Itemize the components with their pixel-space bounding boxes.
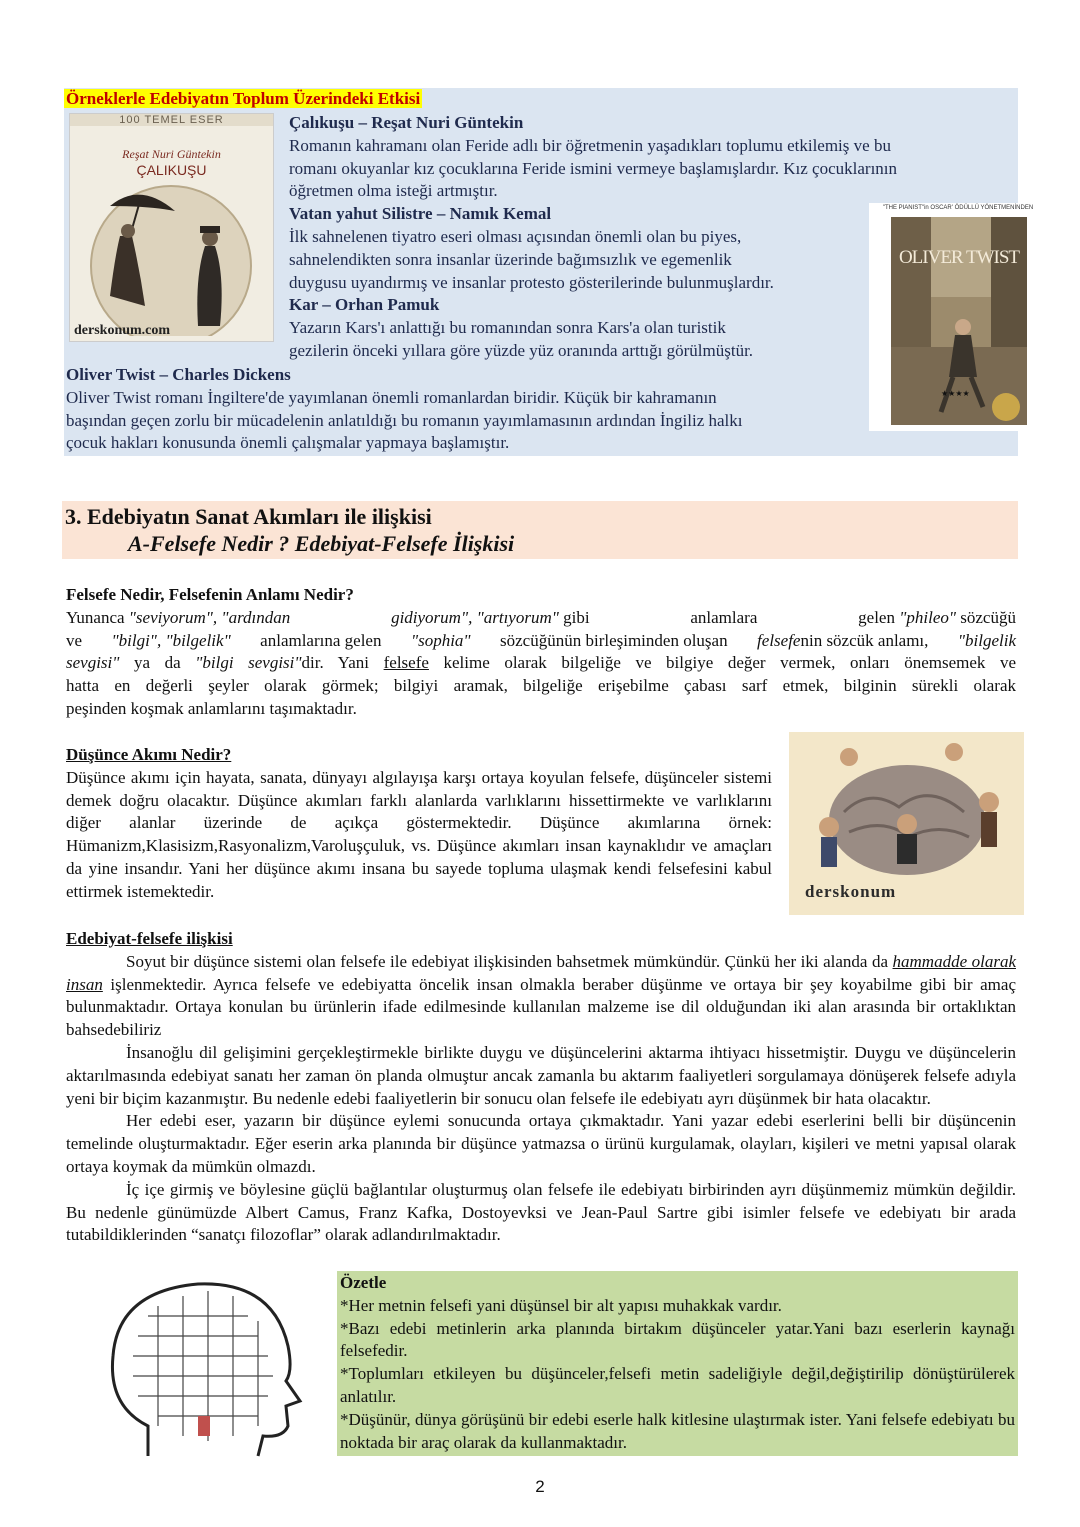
- dusunce-text: Düşünce akımı için hayata, sanata, dünyayı algılayışa karşı ortaya koyulan felsefe, düşünceler sistemi demek doğru olacaktır. Düşünce akımları farklı alanlarda varlıklarını hissettirmekte ve varlıklarını diğer alanlar üzerinde de açıkça göstermektedir. Düşünce akımlarına örnek: Hümanizm,Klasisizm,Rasyonalizm,Varoluşçuluk, vs. Düşünce akımları insan kaynaklıdır ve amaçları da yine insandır. Yani her düşünce akımı insana bu sayede topluma ulaşmak kendi felsefesini kabul ettirmek istemektedir.: [66, 767, 772, 901]
- felsefe-line-1: Yunanca "seviyorum", "ardından gidiyorum", "artıyorum" gibi anlamlara gelen "phileo" sözcüğü: [66, 607, 1016, 627]
- felsefe-line-2: ve "bilgi", "bilgelik" anlamlarına gelen "sophia" sözcüğünün birleşiminden oluşan felsefenin sözcük anlamı, "bilgelik: [66, 630, 1016, 650]
- head-maze-drawing: [88, 1276, 310, 1458]
- summary-item: *Her metnin felsefi yani düşünsel bir alt yapısı muhakkak vardır.: [340, 1295, 782, 1315]
- item-title-oliver: Oliver Twist – Charles Dickens: [66, 365, 291, 384]
- section3-header: [62, 501, 1018, 559]
- edebiyat-felsefe-section: [66, 928, 1016, 1247]
- item-line: başından geçen zorlu bir mücadelenin anlatıldığı bu romanın yayımlamasının ardından İngiliz halkı: [66, 410, 743, 430]
- section1-heading: Örneklerle Edebiyatın Toplum Üzerindeki Etkisi: [66, 89, 421, 108]
- item-line: sahnelendikten sonra insanlar üzerinde bağımsızlık ve egemenlik: [289, 249, 732, 269]
- paragraph-1: Soyut bir düşünce sistemi olan felsefe ile edebiyat ilişkisinden bahsetmek mümkündür. Çünkü her iki alanda da hammadde olarak insan işlenmektedir. Ayrıca felsefe ve edebiyatta öncelik insan olmakla beraber düşünme ve ortaya bir şey koyabilme gibi bir amaç bulunmaktadır. Ortaya konulan bu ürünlerin ifade edilmesinde kullanılan malzeme ise dil olduğundan iki alan arasında bir ortaklıktan bahsedebiliriz: [66, 951, 1016, 1040]
- cover-author: Reşat Nuri Güntekin: [122, 147, 221, 161]
- item-line: öğretmen olma isteği artmıştır.: [289, 181, 498, 201]
- item-line: Romanın kahramanı olan Feride adlı bir öğretmenin yaşadıkları toplumu etkilemiş ve bu: [289, 135, 891, 155]
- cover-watermark: derskonum.com: [74, 323, 171, 338]
- summary-item: *Toplumları etkileyen bu düşünceler,felsefi metin sadeliğiyle değil,değiştirilip dönüştürülerek anlatılır.: [340, 1364, 1015, 1406]
- oliver-twist-poster-image: [869, 203, 1047, 431]
- poster-art: [891, 217, 1027, 425]
- poster-tagline: "THE PIANIST"in OSCAR' ÖDÜLLÜ YÖNETMENİNDEN: [882, 205, 1034, 211]
- item-line: İlk sahnelenen tiyatro eseri olması açısından önemli olan bu piyes,: [289, 226, 742, 246]
- item-line: gezilerin önceki yıllara göre yüzde yüz oranında arttığı görülmüştür.: [289, 340, 754, 360]
- poster-title: OLIVER TWIST: [898, 247, 1020, 268]
- item-line: çocuk hakları konusunda önemli çalışmalar yapmaya başlamıştır.: [66, 433, 510, 453]
- cover-title: ÇALIKUŞU: [136, 162, 207, 178]
- felsefe-line-3: sevgisi" ya da "bilgi sevgisi"dir. Yani felsefe kelime olarak bilgeliğe ve bilgiye değer vermek, onları önemsemek ve: [66, 653, 1017, 673]
- felsefe-section: [66, 584, 1016, 721]
- cover-series: 100 TEMEL ESER: [70, 114, 273, 126]
- dusunce-section: [66, 744, 772, 904]
- paragraph-4: İç içe girmiş ve böylesine güçlü bağlantılar oluşturmuş olan felsefe ile edebiyatı birbirinden ayrı düşünmemiz mümkün değildir. Bu nedenle günümüzde Albert Camus, Franz Kafka, Dostoyevksi ve Jean-Paul Sartre gibi isimler felsefe ve edebiyatı bir arada tutabildiklerinden “sanatçı filozoflar” olarak adlandırılmaktadır.: [66, 1179, 1016, 1245]
- calikusu-cover-image: [69, 113, 274, 342]
- edebiyat-felsefe-heading: Edebiyat-felsefe ilişkisi: [66, 929, 233, 948]
- paragraph-3: Her edebi eser, yazarın bir düşünce eylemi sonucunda ortaya çıkmaktadır. Yani yazar edebi eserlerini belli bir düşüncenin temelinde oluşturmaktadır. Eğer eserin arka planında bir düşünce yatmazsa o ürünü kurgulamak, olayları, kişileri ve metni yapısal olarak ortaya koymak da mümkün olmazdı.: [66, 1111, 1016, 1176]
- summary-heading: Özetle: [340, 1273, 387, 1292]
- item-line: romanı okuyanlar kız çocuklarına Feride ismini vermeye başlamışlardır. Kız çocuklarının: [289, 158, 898, 178]
- summary-item: *Düşünür, dünya görüşünü bir edebi eserle halk kitlesine ulaştırmak ister. Yani felsefe edebiyatı bu noktada bir araç olarak da kullanmaktadır.: [340, 1409, 1015, 1452]
- item-title-calikusu: Çalıkuşu – Reşat Nuri Güntekin: [289, 113, 524, 132]
- cover-illustration: [70, 176, 273, 336]
- section3-subtitle: A-Felsefe Nedir ? Edebiyat-Felsefe İlişkisi: [128, 531, 515, 556]
- item-line: duygusu uyandırmış ve insanlar protesto gösterilerinde bulunmuşlardır.: [289, 272, 774, 292]
- summary-item: *Bazı edebi metinlerin arka planında birtakım düşünceler yatar.Yani bazı eserlerin kaynağı felsefedir.: [340, 1318, 1015, 1361]
- felsefe-heading: Felsefe Nedir, Felsefenin Anlamı Nedir?: [66, 585, 354, 604]
- summary-content: [340, 1272, 1015, 1454]
- item-line: Oliver Twist romanı İngiltere'de yayımlanan önemli romanlardan biridir. Küçük bir kahramanın: [66, 387, 717, 407]
- head-maze-image: [88, 1276, 310, 1458]
- philosophers-brain-image: [789, 732, 1024, 915]
- dusunce-heading: Düşünce Akımı Nedir?: [66, 745, 232, 764]
- summary-box: [337, 1271, 1018, 1456]
- poster-stars: ★★★★: [941, 389, 970, 398]
- oliver-twist-text: [66, 364, 866, 455]
- felsefe-line-4: hatta en değerli şeyler olarak görmek; bilgiyi aramak, bilgeliğe erişebilme çabası sarf etmek, bilginin sürekli olarak: [66, 676, 1016, 696]
- paragraph-2: İnsanoğlu dil gelişimini gerçekleştirmekle birlikte duygu ve düşüncelerini aktarma ihtiyacı hissetmiştir. Duygu ve düşüncelerin aktarılmasında edebiyat sanatı her zaman ön planda olmuştur ancak zamanla bu aktarım faaliyetleri sorgulamaya dönüşerek felsefe adıyla yeni bir biçim kazanmıştır. Bu nedenle edebi faaliyetlerin bir sonucu olan felsefe ile edebiyatı ayrı düşünmek bir hata olacaktır.: [66, 1042, 1016, 1108]
- brain-image-label: derskonum: [805, 882, 897, 901]
- item-title-vatan: Vatan yahut Silistre – Namık Kemal: [289, 204, 552, 224]
- page-number: 2: [535, 1477, 545, 1496]
- item-title-kar: Kar – Orhan Pamuk: [289, 295, 440, 315]
- section3-title: 3. Edebiyatın Sanat Akımları ile ilişkisi: [65, 504, 432, 529]
- felsefe-line-5: peşinden koşmak anlamlarını taşımaktadır.: [66, 698, 357, 718]
- item-line: Yazarın Kars'ı anlattığı bu romanından sonra Kars'a olan turistik: [289, 318, 726, 338]
